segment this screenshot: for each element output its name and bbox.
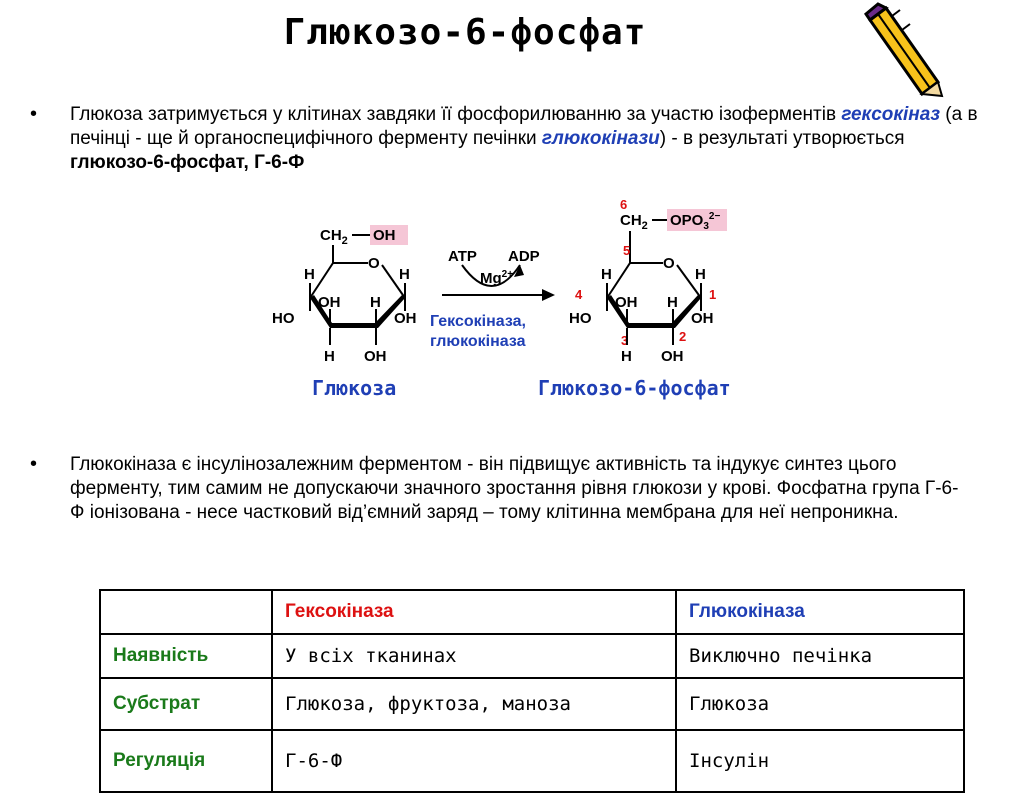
cell-hexokinase: У всіх тканинах [272, 634, 676, 678]
carbon-number-3: 3 [621, 333, 629, 348]
carbon-number-5: 5 [623, 243, 631, 258]
paragraph-1-text: Глюкоза затримується у клітинах завдяки її фосфорилюванню за участю ізоферментів [70, 104, 842, 125]
oh-label: OH [394, 310, 417, 327]
cell-glucokinase: Інсулін [676, 730, 964, 792]
g6p-term: глюкозо-6-фосфат, Г-6-Ф [70, 152, 305, 173]
comparison-table [99, 589, 965, 793]
cell-hexokinase: Г-6-Ф [272, 730, 676, 792]
paragraph-1-text: (а в печінці - ще й органоспецифічного ферменту печінки [70, 104, 978, 149]
paragraph-1 [70, 103, 990, 175]
bullet-2: • [30, 453, 38, 475]
ch2-label: $CH_2$ [620, 212, 648, 232]
oh-label: OH [615, 294, 638, 311]
table-corner-cell [100, 590, 272, 634]
h-label: H [621, 348, 632, 365]
paragraph-2: Глюкокіназа є інсулінозалежним ферментом - він підвищує активність та індукує синтез цього ферменту, тим самим не допускаючи значного зростання рівня глюкози у крові. Фосфатна група Г-6-Ф іонізована - несе частковий від’ємний заряд – тому клітинна мембрана для неї непроникна. [70, 454, 959, 523]
oh-label: OH [318, 294, 341, 311]
cell-hexokinase: Глюкоза, фруктоза, маноза [272, 678, 676, 730]
table-header-row [100, 590, 964, 634]
h-label: H [601, 266, 612, 283]
bullet-1: • [30, 103, 38, 125]
oh-label: OH [364, 348, 387, 365]
g6p-caption: Глюкозо-6-фосфат [538, 376, 731, 400]
h-label: H [324, 348, 335, 365]
ring-oxygen: O [663, 255, 675, 272]
h-label: H [399, 266, 410, 283]
atp-label: ATP [448, 248, 477, 265]
glucose-structure [272, 225, 417, 365]
h-label: H [304, 266, 315, 283]
enzyme-label-line1: Гексокіназа, [430, 313, 526, 330]
glucose-caption: Глюкоза [312, 376, 397, 400]
adp-label: ADP [508, 248, 540, 265]
row-label: Регуляція [100, 730, 272, 792]
ch2-label: $CH_2$ [320, 227, 348, 247]
header-glucokinase: Глюкокіназа [676, 590, 964, 634]
table-row [100, 678, 964, 730]
pencil-icon [862, 2, 946, 98]
enzyme-label-line2: глюкокіназа [430, 333, 526, 350]
cell-glucokinase: Глюкоза [676, 678, 964, 730]
page-title: Глюкозо-6-фосфат [283, 12, 647, 53]
carbon-number-1: 1 [709, 287, 717, 302]
opo3-label: $OPO_3^{2-}$ [670, 211, 721, 232]
h-label: H [695, 266, 706, 283]
oh-label: OH [691, 310, 714, 327]
oh-label: OH [661, 348, 684, 365]
row-label: Субстрат [100, 678, 272, 730]
h-label: H [370, 294, 381, 311]
hexokinase-term: гексокіназ [841, 104, 941, 125]
ring-oxygen: O [368, 255, 380, 272]
carbon-number-6: 6 [620, 197, 628, 212]
table-row [100, 730, 964, 792]
glucokinase-term: глюкокінази [541, 128, 660, 149]
row-label: Наявність [100, 634, 272, 678]
carbon-number-4: 4 [575, 287, 583, 302]
h-label: H [667, 294, 678, 311]
reaction-arrow [442, 248, 555, 301]
ho-label: HO [272, 310, 295, 327]
oh-label: OH [373, 227, 396, 244]
enzyme-label [430, 312, 526, 352]
mg-label: $Mg^{2+}$ [480, 269, 514, 287]
carbon-number-2: 2 [679, 329, 687, 344]
table-row [100, 634, 964, 678]
ho-label: HO [569, 310, 592, 327]
g6p-structure [569, 197, 727, 365]
cell-glucokinase: Виключно печінка [676, 634, 964, 678]
header-hexokinase: Гексокіназа [272, 590, 676, 634]
paragraph-1-text: ) - в результаті утворюється [659, 128, 905, 149]
